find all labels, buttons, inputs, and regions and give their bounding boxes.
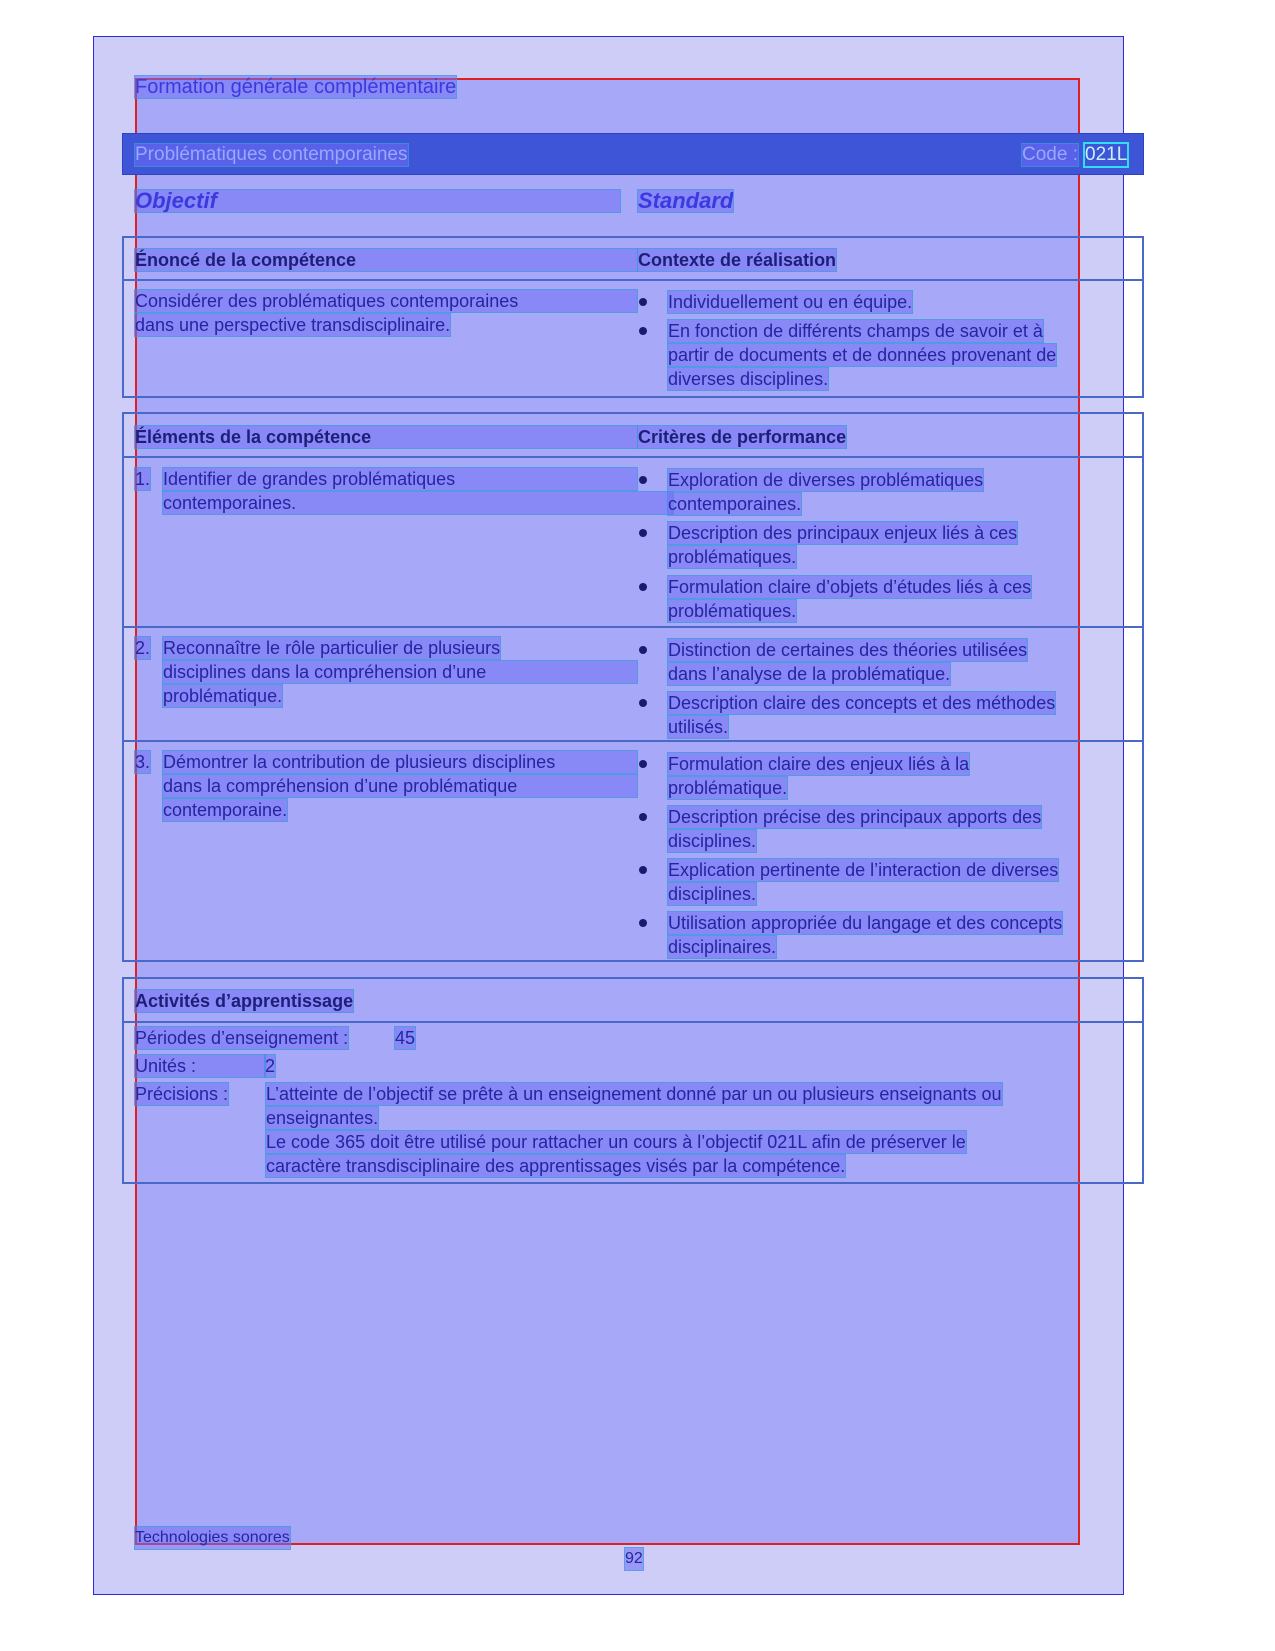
bullet [639, 866, 647, 874]
page-number: 92 [625, 1548, 643, 1570]
element-line: problématique. [163, 686, 283, 706]
precisions-label: Précisions : [135, 1084, 229, 1104]
criterion: problématiques. [668, 601, 797, 621]
bullet [639, 760, 647, 768]
element-number: 1. [135, 469, 151, 489]
bullet [639, 327, 647, 335]
units-label: Unités : [135, 1055, 265, 1077]
context-item: diverses disciplines. [668, 369, 829, 389]
criterion: Description claire des concepts et des méthodes [668, 693, 1056, 713]
periods-value: 45 [395, 1028, 416, 1048]
bullet [639, 298, 647, 306]
precisions-line: Le code 365 doit être utilisé pour rattacher un cours à l’objectif 021L afin de préserver le [266, 1132, 966, 1152]
code-label: Code : [1022, 144, 1078, 165]
criterion: Formulation claire d’objets d’études liés à ces [668, 577, 1032, 597]
bullet [639, 813, 647, 821]
code-value: 021L [1085, 144, 1128, 165]
units-value: 2 [265, 1056, 276, 1076]
context-item: Individuellement ou en équipe. [668, 292, 913, 312]
element-line: dans la compréhension d’une problématique [163, 775, 637, 797]
activities-heading: Activités d’apprentissage [135, 991, 354, 1011]
competence-divider [122, 279, 1144, 281]
standard-heading: Standard [638, 188, 734, 213]
elements-divider [122, 626, 1144, 628]
criterion: disciplines. [668, 884, 757, 904]
competence-statement-line: dans une perspective transdisciplinaire. [135, 315, 451, 335]
criterion: disciplines. [668, 831, 757, 851]
context-item: partir de documents et de données provenant de [668, 345, 1057, 365]
criteria-heading: Critères de performance [638, 427, 847, 447]
criterion: problématiques. [668, 547, 797, 567]
criterion: Formulation claire des enjeux liés à la [668, 754, 970, 774]
bullet [639, 646, 647, 654]
elements-heading: Éléments de la compétence [135, 426, 637, 448]
criterion: Exploration de diverses problématiques [668, 470, 984, 490]
bullet [639, 476, 647, 484]
criterion: disciplinaires. [668, 937, 777, 957]
element-line: Identifier de grandes problématiques [163, 468, 637, 490]
periods-label: Périodes d’enseignement : [135, 1028, 349, 1048]
precisions-line: caractère transdisciplinaire des apprentissages visés par la compétence. [266, 1156, 846, 1176]
footer-program: Technologies sonores [135, 1527, 290, 1549]
criterion: contemporaines. [668, 494, 802, 514]
element-line: contemporaines. [163, 492, 673, 514]
criterion: Description précise des principaux apports des [668, 807, 1042, 827]
element-number: 3. [135, 752, 151, 772]
element-number: 2. [135, 638, 151, 658]
precisions-line: enseignantes. [266, 1108, 379, 1128]
section-title: Formation générale complémentaire [135, 76, 457, 98]
bullet [639, 699, 647, 707]
element-line: Reconnaître le rôle particulier de plusieurs [163, 638, 501, 658]
element-line: disciplines dans la compréhension d’une [163, 661, 637, 683]
competence-statement-line: Considérer des problématiques contemporaines [135, 290, 637, 312]
elements-divider [122, 456, 1144, 458]
precisions-line: L’atteinte de l’objectif se prête à un enseignement donné par un ou plusieurs enseignants ou [266, 1084, 1002, 1104]
criterion: utilisés. [668, 717, 729, 737]
bullet [639, 919, 647, 927]
competence-statement-heading: Énoncé de la compétence [135, 249, 637, 271]
criterion: dans l’analyse de la problématique. [668, 664, 951, 684]
context-item: En fonction de différents champs de savoir et à [668, 321, 1043, 341]
bullet [639, 529, 647, 537]
elements-divider [122, 740, 1144, 742]
header-title: Problématiques contemporaines [135, 144, 408, 165]
criterion: Distinction de certaines des théories utilisées [668, 640, 1028, 660]
activities-divider [122, 1021, 1144, 1023]
context-heading: Contexte de réalisation [638, 250, 837, 270]
criterion: Description des principaux enjeux liés à ces [668, 523, 1018, 543]
element-line: contemporaine. [163, 800, 288, 820]
criterion: Utilisation appropriée du langage et des concepts [668, 913, 1063, 933]
bullet [639, 583, 647, 591]
criterion: problématique. [668, 778, 788, 798]
objective-heading: Objectif [135, 190, 620, 212]
element-line: Démontrer la contribution de plusieurs disciplines [163, 751, 637, 773]
criterion: Explication pertinente de l’interaction de diverses [668, 860, 1059, 880]
